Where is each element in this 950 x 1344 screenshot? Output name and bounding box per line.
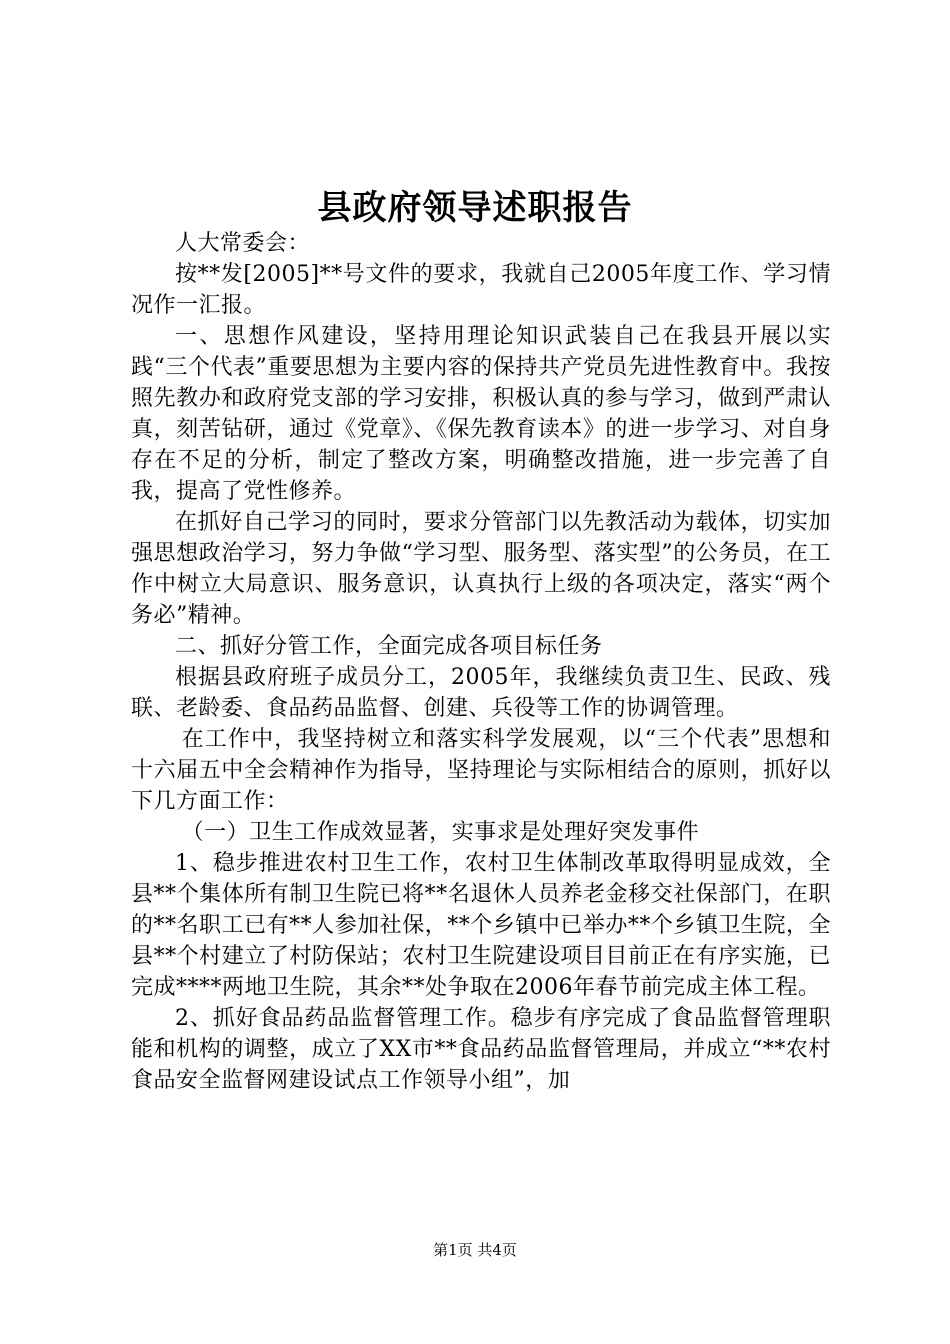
document-title: 县政府领导述职报告 [317, 188, 633, 228]
paragraph-work: 在工作中，我坚持树立和落实科学发展观，以“三个代表”思想和十六届五中全会精神作为指导，坚持理论与实际相结合的原则，抓好以下几方面工作： [131, 727, 831, 814]
paragraph-section-1: 一、思想作风建设，坚持用理论知识武装自己在我县开展以实践“三个代表”重要思想为主要内容的保持共产党员先进性教育中。我按照先教办和政府党支部的学习安排，积极认真的参与学习，做到严肃认真，刻苦钻研，通过《党章》、《保先教育读本》的进一步学习、对自身存在不足的分析，制定了整改方案，明确整改措施，进一步完善了自我，提高了党性修养。 [131, 324, 831, 504]
paragraph-item-2: 2、抓好食品药品监督管理工作。稳步有序完成了食品监督管理职能和机构的调整，成立了XX市**食品药品监督管理局，并成立“**农村食品安全监督网建设试点工作领导小组”，加 [131, 1006, 831, 1093]
heading-subsection-1: （一）卫生工作成效显著，实事求是处理好突发事件 [181, 820, 700, 845]
paragraph-intro: 按**发[2005]**号文件的要求，我就自己2005年度工作、学习情况作一汇报。 [131, 262, 831, 318]
heading-section-2: 二、抓好分管工作，全面完成各项目标任务 [175, 634, 603, 659]
salutation: 人大常委会： [175, 231, 311, 256]
paragraph-study: 在抓好自己学习的同时，要求分管部门以先教活动为载体，切实加强思想政治学习，努力争做“学习型、服务型、落实型”的公务员，在工作中树立大局意识、服务意识，认真执行上级的各项决定，落实“两个务必”精神。 [131, 510, 831, 628]
paragraph-item-1: 1、稳步推进农村卫生工作，农村卫生体制改革取得明显成效，全县**个集体所有制卫生院已将**名退休人员养老金移交社保部门，在职的**名职工已有**人参加社保，**个乡镇中已举办**个乡镇卫生院，全县**个村建立了村防保站；农村卫生院建设项目目前正在有序实施，已完成****两地卫生院，其余**处争取在2006年春节前完成主体工程。 [131, 851, 831, 1000]
paragraph-division: 根据县政府班子成员分工，2005年，我继续负责卫生、民政、残联、老龄委、食品药品监督、创建、兵役等工作的协调管理。 [131, 665, 831, 721]
document-body [131, 228, 831, 1096]
page-footer: 第1页 共4页 [433, 1241, 517, 1259]
